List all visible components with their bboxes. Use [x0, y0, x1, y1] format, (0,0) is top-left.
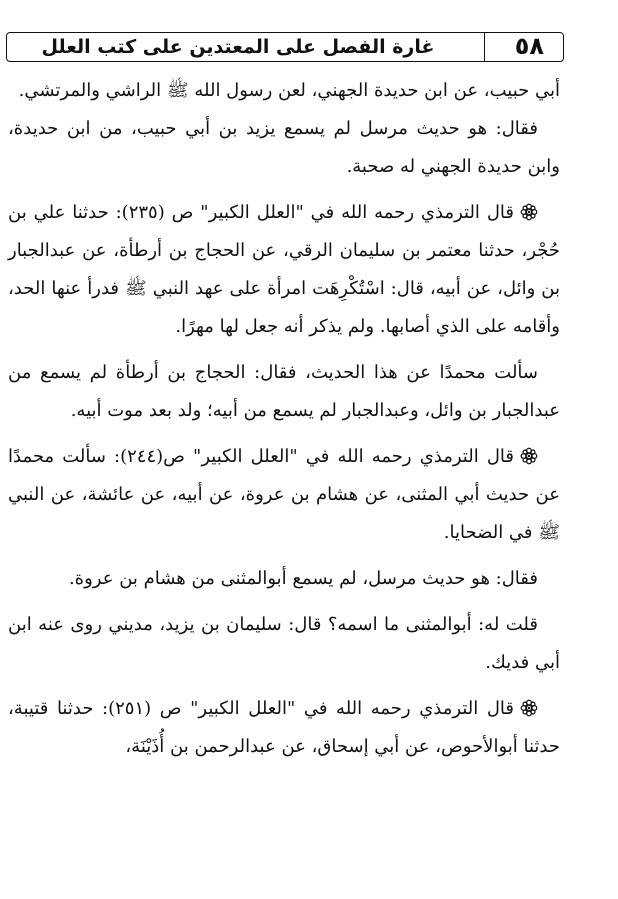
paragraph-continuation — [8, 72, 560, 110]
hadith-paragraph — [8, 194, 560, 346]
paragraph-text: سألت محمدًا عن هذا الحديث، فقال: الحجاج بن أرطأة لم يسمع من عبدالجبار بن وائل، وعبدالجبار لم يسمع من أبيه؛ ولد بعد موت أبيه. — [8, 362, 560, 421]
hadith-paragraph — [8, 438, 560, 552]
paragraph-text: قال الترمذي رحمه الله في "العلل الكبير" ص (٢٥١): حدثنا قتيبة، حدثنا أبوالأحوص، عن أبي إسحاق، عن عبدالرحمن بن أُذَيْنَة، — [8, 698, 560, 757]
flower-ornament-icon — [520, 447, 538, 465]
hadith-paragraph — [8, 690, 560, 766]
paragraph-text: قلت له: أبوالمثنى ما اسمه؟ قال: سليمان بن يزيد، مديني روى عنه ابن أبي فديك. — [8, 614, 560, 673]
page-body — [8, 72, 560, 774]
paragraph-text: فقال: هو حديث مرسل، لم يسمع أبوالمثنى من هشام بن عروة. — [68, 568, 538, 589]
book-title: غارة الفصل على المعتدين على كتب العلل — [41, 36, 435, 58]
running-header — [6, 32, 564, 62]
paragraph-text: قال الترمذي رحمه الله في "العلل الكبير" ص (٢٣٥): حدثنا علي بن حُجْر، حدثنا معتمر بن سليمان الرقي، عن الحجاج بن أرطأة، عن عبدالجبار بن وائل، عن أبيه، قال: اسْتُكْرِهَت امرأة على عهد النبي ﷺ فدرأ عنها الحد، وأقامه على الذي أصابها. ولم يذكر أنه جعل لها مهرًا. — [8, 202, 560, 337]
flower-ornament-icon — [520, 699, 538, 717]
paragraph-text: قال الترمذي رحمه الله في "العلل الكبير" ص(٢٤٤): سألت محمدًا عن حديث أبي المثنى، عن هشام بن عروة، عن أبيه، عن عائشة، عن النبي ﷺ في الضحايا. — [8, 446, 560, 543]
paragraph-text: أبي حبيب، عن ابن حديدة الجهني، لعن رسول الله ﷺ الراشي والمرتشي. — [18, 80, 560, 101]
paragraph — [8, 354, 560, 430]
paragraph — [8, 110, 560, 186]
paragraph — [8, 560, 560, 598]
page-number: ٥٨ — [514, 32, 544, 60]
flower-ornament-icon — [520, 203, 538, 221]
paragraph — [8, 606, 560, 682]
paragraph-text: فقال: هو حديث مرسل لم يسمع يزيد بن أبي حبيب، من ابن حديدة، وابن حديدة الجهني له صحبة. — [8, 118, 560, 177]
page-number-tab — [484, 32, 564, 62]
